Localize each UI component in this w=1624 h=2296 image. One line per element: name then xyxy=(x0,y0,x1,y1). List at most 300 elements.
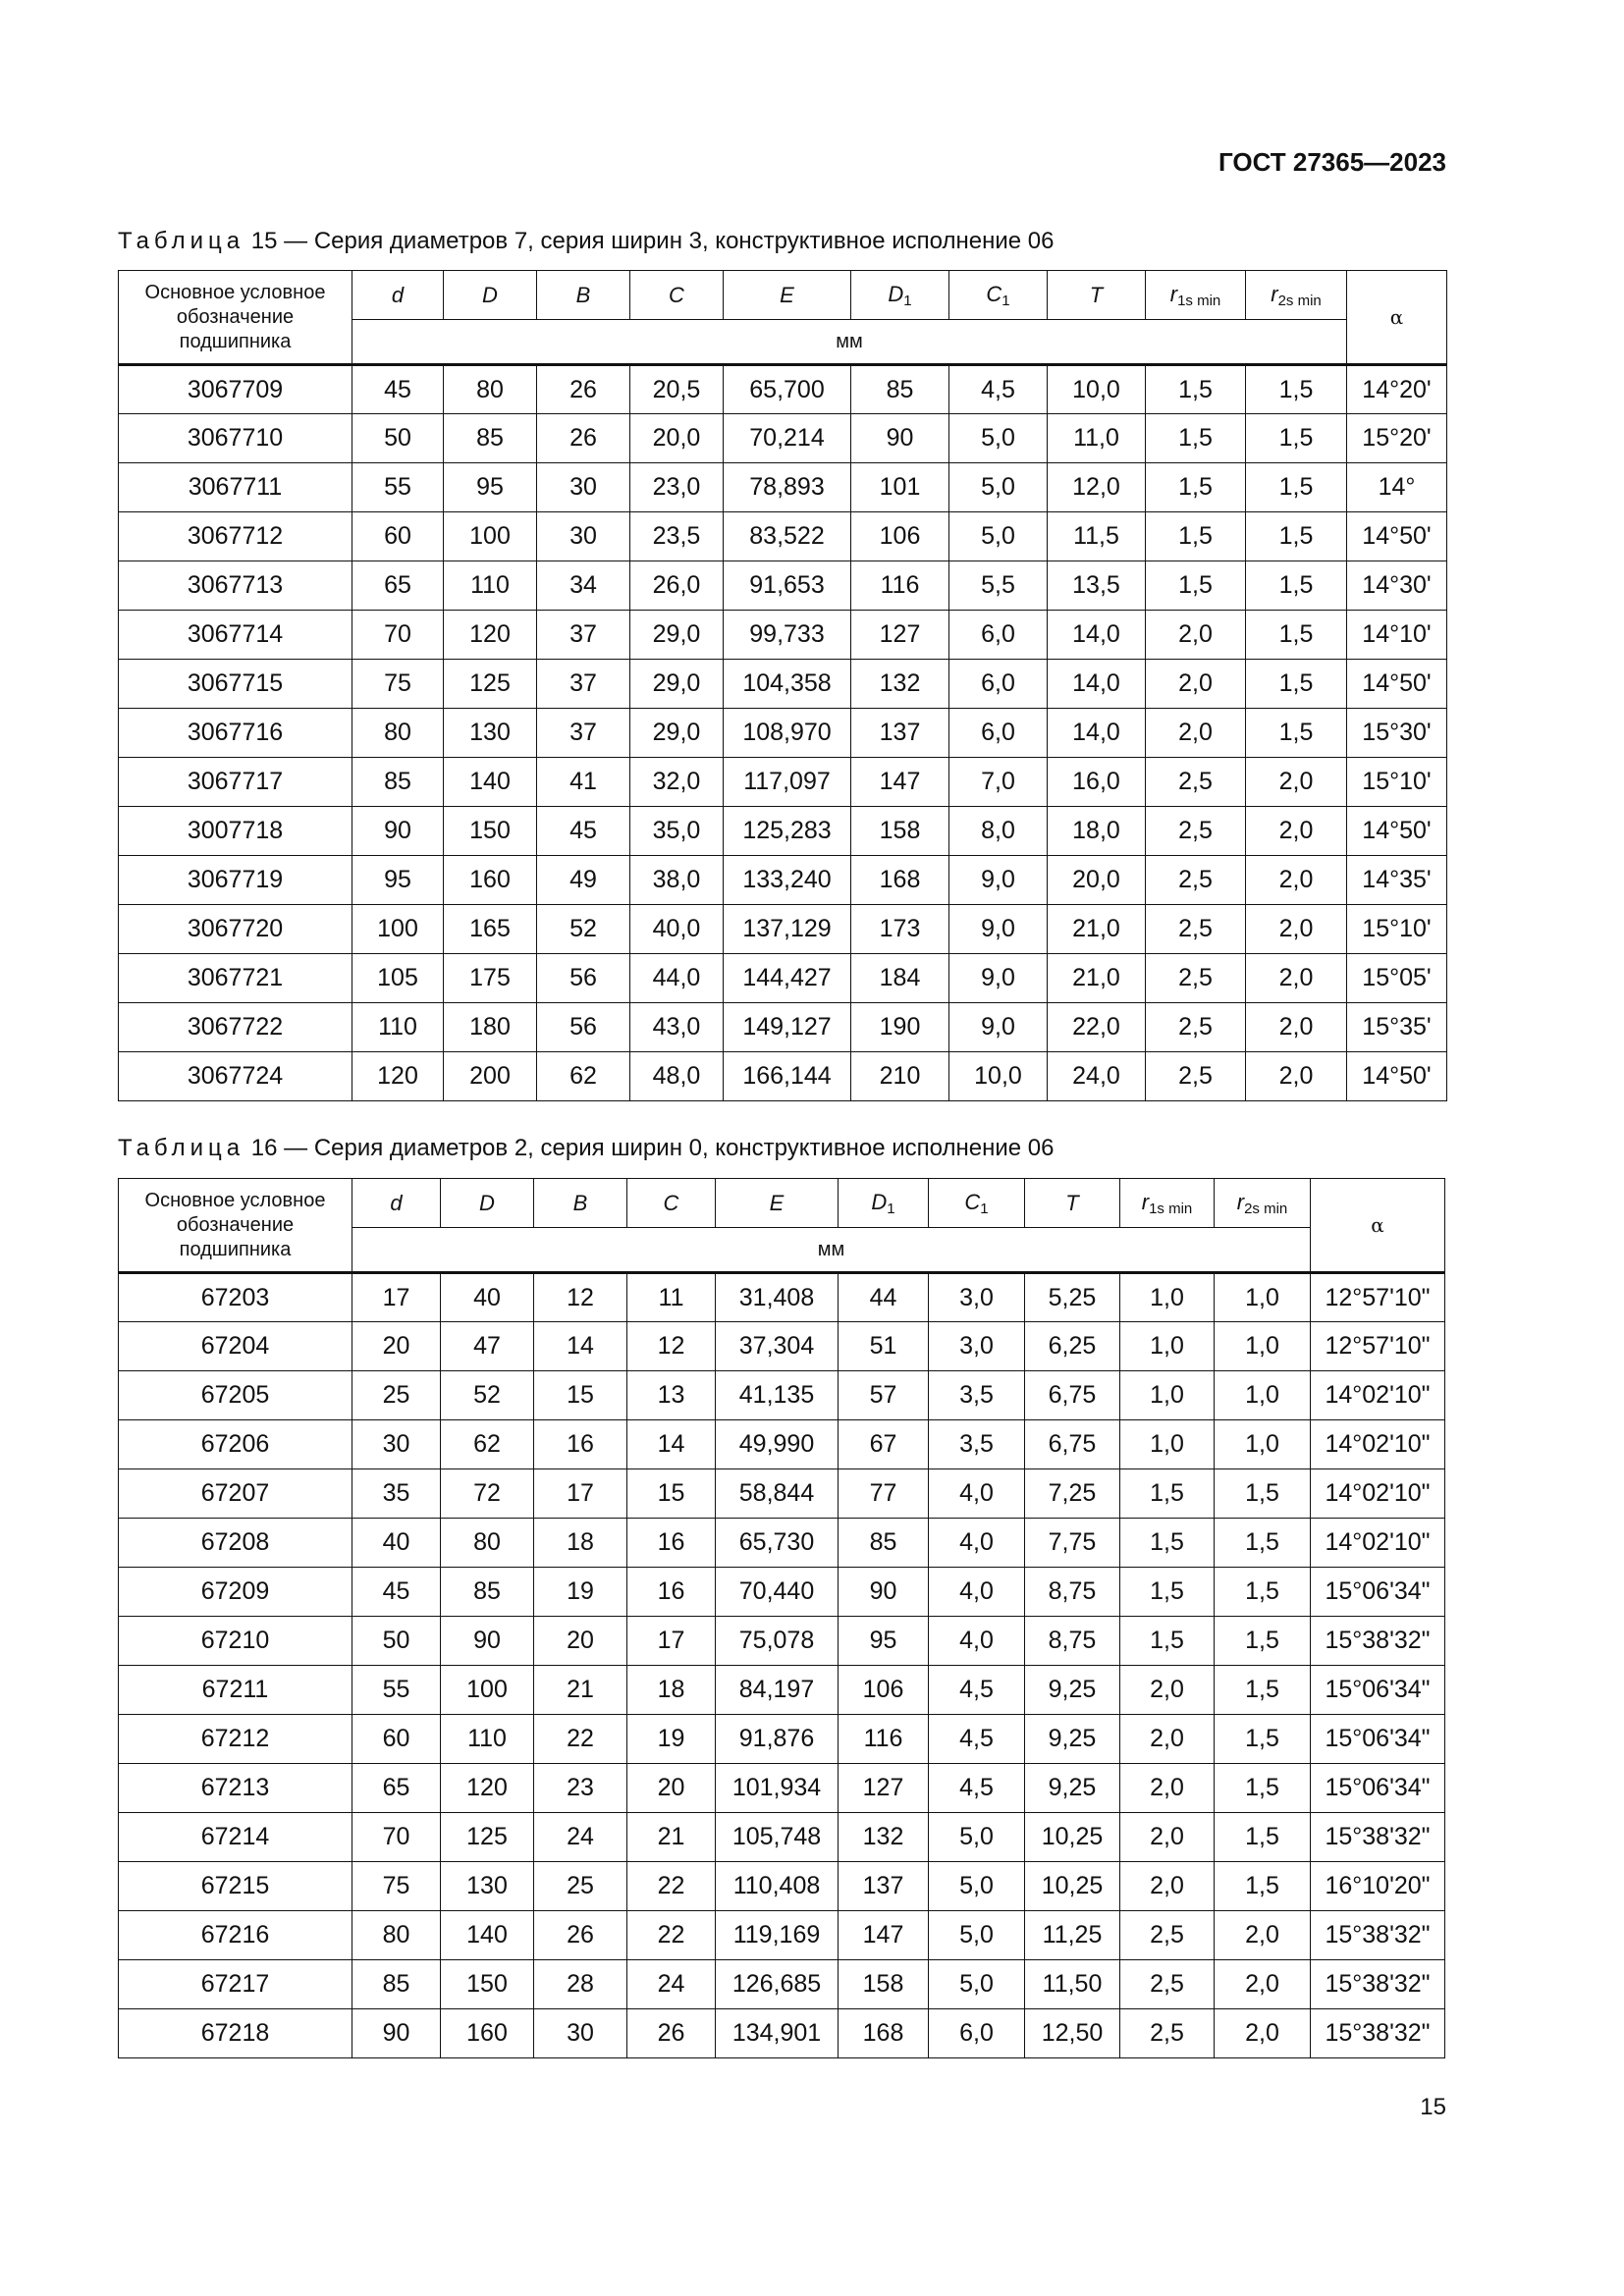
table-cell: 1,5 xyxy=(1215,1617,1311,1666)
table-row xyxy=(119,611,1447,660)
table-cell: 6,25 xyxy=(1025,1322,1120,1371)
table-cell: 40 xyxy=(352,1519,441,1568)
table-cell: 15°38'32" xyxy=(1311,1617,1445,1666)
table-cell: 7,75 xyxy=(1025,1519,1120,1568)
table-cell: 116 xyxy=(851,561,949,611)
table-cell: 2,0 xyxy=(1146,611,1246,660)
table-cell: 147 xyxy=(851,758,949,807)
table-cell: 125 xyxy=(441,1813,534,1862)
table-cell: 14°02'10" xyxy=(1311,1420,1445,1469)
table-cell: 2,0 xyxy=(1246,1003,1347,1052)
table16-unit-label: мм xyxy=(352,1228,1311,1273)
table-cell: 7,0 xyxy=(949,758,1048,807)
table-cell: 120 xyxy=(352,1052,444,1101)
table-row xyxy=(119,1469,1445,1519)
table-cell: 2,5 xyxy=(1120,2009,1215,2058)
table-cell: 1,0 xyxy=(1215,1420,1311,1469)
table-cell: 45 xyxy=(537,807,630,856)
table-cell: 15°38'32" xyxy=(1311,1813,1445,1862)
table-cell: 13,5 xyxy=(1048,561,1146,611)
table16-col-d: d xyxy=(352,1179,441,1228)
table-cell: 168 xyxy=(839,2009,929,2058)
table-cell: 2,0 xyxy=(1120,1813,1215,1862)
table-row xyxy=(119,1420,1445,1469)
table-cell: 37 xyxy=(537,709,630,758)
table-cell: 1,5 xyxy=(1146,365,1246,414)
table-cell: 11 xyxy=(627,1273,716,1322)
table-cell: 105,748 xyxy=(716,1813,839,1862)
table16-col-C1: $C_1$ xyxy=(929,1179,1025,1228)
table-row xyxy=(119,1960,1445,2009)
table-cell: 21 xyxy=(627,1813,716,1862)
table-cell: 1,5 xyxy=(1146,414,1246,463)
table-cell: 5,0 xyxy=(929,1911,1025,1960)
designation-cell: 67209 xyxy=(119,1568,352,1617)
table-cell: 14,0 xyxy=(1048,709,1146,758)
table-cell: 62 xyxy=(537,1052,630,1101)
table-cell: 35,0 xyxy=(630,807,724,856)
table-cell: 41 xyxy=(537,758,630,807)
designation-cell: 67204 xyxy=(119,1322,352,1371)
table-cell: 2,0 xyxy=(1146,709,1246,758)
table-cell: 1,0 xyxy=(1120,1322,1215,1371)
table-cell: 30 xyxy=(537,512,630,561)
table-cell: 2,0 xyxy=(1215,1911,1311,1960)
table-cell: 2,5 xyxy=(1120,1960,1215,2009)
designation-cell: 67218 xyxy=(119,2009,352,2058)
table-cell: 26,0 xyxy=(630,561,724,611)
table-cell: 119,169 xyxy=(716,1911,839,1960)
table-cell: 110 xyxy=(352,1003,444,1052)
table-row xyxy=(119,1862,1445,1911)
table-cell: 1,5 xyxy=(1246,512,1347,561)
table-cell: 1,5 xyxy=(1246,463,1347,512)
table-cell: 25 xyxy=(352,1371,441,1420)
table-cell: 9,0 xyxy=(949,1003,1048,1052)
table-cell: 47 xyxy=(441,1322,534,1371)
table-cell: 125,283 xyxy=(724,807,851,856)
table-cell: 2,0 xyxy=(1246,758,1347,807)
table-cell: 190 xyxy=(851,1003,949,1052)
table-cell: 1,0 xyxy=(1120,1273,1215,1322)
table-cell: 4,0 xyxy=(929,1519,1025,1568)
table-cell: 19 xyxy=(627,1715,716,1764)
table-cell: 3,0 xyxy=(929,1273,1025,1322)
table-cell: 140 xyxy=(441,1911,534,1960)
table-cell: 1,5 xyxy=(1246,709,1347,758)
table-cell: 14°10' xyxy=(1347,611,1447,660)
designation-cell: 67203 xyxy=(119,1273,352,1322)
table-cell: 10,0 xyxy=(1048,365,1146,414)
table-cell: 3,0 xyxy=(929,1322,1025,1371)
table-cell: 15°20' xyxy=(1347,414,1447,463)
table-cell: 100 xyxy=(441,1666,534,1715)
table16-col-E: E xyxy=(716,1179,839,1228)
table-cell: 75,078 xyxy=(716,1617,839,1666)
table-cell: 132 xyxy=(839,1813,929,1862)
table-cell: 2,0 xyxy=(1246,1052,1347,1101)
table-cell: 5,0 xyxy=(949,512,1048,561)
table16-header-row xyxy=(119,1179,1445,1228)
table-cell: 15°30' xyxy=(1347,709,1447,758)
table-row xyxy=(119,1003,1447,1052)
table-cell: 160 xyxy=(441,2009,534,2058)
table-cell: 11,50 xyxy=(1025,1960,1120,2009)
table-cell: 95 xyxy=(444,463,537,512)
table-cell: 22,0 xyxy=(1048,1003,1146,1052)
table-cell: 14°50' xyxy=(1347,660,1447,709)
table-cell: 22 xyxy=(534,1715,627,1764)
designation-cell: 3067720 xyxy=(119,905,352,954)
table-cell: 2,0 xyxy=(1120,1764,1215,1813)
table-cell: 50 xyxy=(352,1617,441,1666)
table-row xyxy=(119,758,1447,807)
table-cell: 127 xyxy=(851,611,949,660)
table-cell: 2,0 xyxy=(1246,856,1347,905)
table-cell: 24 xyxy=(534,1813,627,1862)
table-cell: 15 xyxy=(627,1469,716,1519)
table-row xyxy=(119,1322,1445,1371)
table-row xyxy=(119,414,1447,463)
table-cell: 16°10'20" xyxy=(1311,1862,1445,1911)
table-cell: 110 xyxy=(444,561,537,611)
table-cell: 80 xyxy=(352,1911,441,1960)
table-cell: 20,0 xyxy=(1048,856,1146,905)
table-cell: 200 xyxy=(444,1052,537,1101)
designation-cell: 67215 xyxy=(119,1862,352,1911)
table16-caption-word: Таблица xyxy=(118,1135,245,1161)
table-cell: 9,0 xyxy=(949,856,1048,905)
table-cell: 34 xyxy=(537,561,630,611)
table-cell: 1,5 xyxy=(1215,1715,1311,1764)
table-cell: 2,0 xyxy=(1146,660,1246,709)
table-cell: 14,0 xyxy=(1048,660,1146,709)
table-cell: 29,0 xyxy=(630,660,724,709)
table-row xyxy=(119,1617,1445,1666)
table-cell: 165 xyxy=(444,905,537,954)
table-cell: 1,5 xyxy=(1215,1568,1311,1617)
designation-cell: 67212 xyxy=(119,1715,352,1764)
table-cell: 144,427 xyxy=(724,954,851,1003)
table-row xyxy=(119,709,1447,758)
document-header: ГОСТ 27365—2023 xyxy=(1218,147,1446,177)
designation-cell: 67211 xyxy=(119,1666,352,1715)
designation-cell: 67207 xyxy=(119,1469,352,1519)
table-cell: 110,408 xyxy=(716,1862,839,1911)
table-row xyxy=(119,1813,1445,1862)
designation-cell: 3067712 xyxy=(119,512,352,561)
table16-col-T: T xyxy=(1025,1179,1120,1228)
table-cell: 40,0 xyxy=(630,905,724,954)
table-cell: 168 xyxy=(851,856,949,905)
table-cell: 5,0 xyxy=(929,1813,1025,1862)
table-row xyxy=(119,1764,1445,1813)
table16-body xyxy=(119,1273,1445,2058)
table-cell: 60 xyxy=(352,512,444,561)
table-cell: 2,5 xyxy=(1146,856,1246,905)
table-cell: 78,893 xyxy=(724,463,851,512)
table-cell: 20 xyxy=(534,1617,627,1666)
table-cell: 95 xyxy=(352,856,444,905)
table-cell: 45 xyxy=(352,1568,441,1617)
designation-cell: 67205 xyxy=(119,1371,352,1420)
table-cell: 23,0 xyxy=(630,463,724,512)
designation-cell: 3067709 xyxy=(119,365,352,414)
table-cell: 10,0 xyxy=(949,1052,1048,1101)
table-cell: 14°20' xyxy=(1347,365,1447,414)
table-cell: 5,0 xyxy=(949,463,1048,512)
table-cell: 9,25 xyxy=(1025,1764,1120,1813)
table-cell: 1,0 xyxy=(1120,1371,1215,1420)
table-cell: 1,5 xyxy=(1246,561,1347,611)
table-cell: 40 xyxy=(441,1273,534,1322)
table-cell: 32,0 xyxy=(630,758,724,807)
table-cell: 18,0 xyxy=(1048,807,1146,856)
table-cell: 65 xyxy=(352,1764,441,1813)
designation-cell: 67214 xyxy=(119,1813,352,1862)
table-cell: 17 xyxy=(534,1469,627,1519)
designation-cell: 3067722 xyxy=(119,1003,352,1052)
table-cell: 90 xyxy=(352,2009,441,2058)
table-cell: 35 xyxy=(352,1469,441,1519)
table-cell: 31,408 xyxy=(716,1273,839,1322)
table15-caption xyxy=(118,228,1054,255)
table-cell: 140 xyxy=(444,758,537,807)
table-cell: 15°38'32" xyxy=(1311,1911,1445,1960)
table16 xyxy=(118,1178,1445,2058)
table16-col-D1: $D_1$ xyxy=(839,1179,929,1228)
designation-cell: 67210 xyxy=(119,1617,352,1666)
table-cell: 12°57'10" xyxy=(1311,1273,1445,1322)
table-cell: 1,5 xyxy=(1120,1568,1215,1617)
table-row xyxy=(119,660,1447,709)
table-cell: 100 xyxy=(352,905,444,954)
table-cell: 15°38'32" xyxy=(1311,2009,1445,2058)
table-cell: 17 xyxy=(627,1617,716,1666)
table-cell: 15°10' xyxy=(1347,758,1447,807)
table15-col-C1: $C_1$ xyxy=(949,271,1048,320)
table-cell: 4,0 xyxy=(929,1617,1025,1666)
table-cell: 104,358 xyxy=(724,660,851,709)
table-cell: 3,5 xyxy=(929,1420,1025,1469)
table15-col-d: d xyxy=(352,271,444,320)
table-cell: 14°30' xyxy=(1347,561,1447,611)
designation-cell: 3067711 xyxy=(119,463,352,512)
table-cell: 70,214 xyxy=(724,414,851,463)
table16-col-C: C xyxy=(627,1179,716,1228)
table-cell: 26 xyxy=(627,2009,716,2058)
table-cell: 4,5 xyxy=(929,1666,1025,1715)
table-cell: 18 xyxy=(627,1666,716,1715)
table-cell: 52 xyxy=(441,1371,534,1420)
table-cell: 1,5 xyxy=(1215,1764,1311,1813)
table-cell: 70 xyxy=(352,611,444,660)
table-cell: 24 xyxy=(627,1960,716,2009)
table-cell: 133,240 xyxy=(724,856,851,905)
designation-cell: 67206 xyxy=(119,1420,352,1469)
table-cell: 6,75 xyxy=(1025,1420,1120,1469)
table-cell: 158 xyxy=(851,807,949,856)
table-cell: 65 xyxy=(352,561,444,611)
table-cell: 90 xyxy=(851,414,949,463)
table-cell: 15°35' xyxy=(1347,1003,1447,1052)
table15-col-B: B xyxy=(537,271,630,320)
table-cell: 2,0 xyxy=(1120,1666,1215,1715)
table-cell: 166,144 xyxy=(724,1052,851,1101)
table-cell: 11,25 xyxy=(1025,1911,1120,1960)
table15-body xyxy=(119,365,1447,1101)
table-cell: 116 xyxy=(839,1715,929,1764)
table-cell: 6,0 xyxy=(929,2009,1025,2058)
table-cell: 14°50' xyxy=(1347,1052,1447,1101)
table-cell: 22 xyxy=(627,1911,716,1960)
table15-col-alpha: α xyxy=(1347,271,1447,365)
table-cell: 108,970 xyxy=(724,709,851,758)
table-cell: 14 xyxy=(627,1420,716,1469)
table-cell: 1,5 xyxy=(1120,1469,1215,1519)
table-cell: 91,876 xyxy=(716,1715,839,1764)
table-cell: 13 xyxy=(627,1371,716,1420)
table-cell: 21,0 xyxy=(1048,954,1146,1003)
table-cell: 12 xyxy=(534,1273,627,1322)
table-cell: 130 xyxy=(444,709,537,758)
table-cell: 56 xyxy=(537,954,630,1003)
table-row xyxy=(119,1273,1445,1322)
table-cell: 184 xyxy=(851,954,949,1003)
table-cell: 24,0 xyxy=(1048,1052,1146,1101)
table15-designation-header: Основное условное обозначение подшипника xyxy=(119,271,352,365)
table-cell: 65,700 xyxy=(724,365,851,414)
table-cell: 37,304 xyxy=(716,1322,839,1371)
table15-col-r1s: $r_{1s min}$ xyxy=(1146,271,1246,320)
table-cell: 180 xyxy=(444,1003,537,1052)
designation-cell: 3067710 xyxy=(119,414,352,463)
designation-cell: 3067719 xyxy=(119,856,352,905)
table-row xyxy=(119,463,1447,512)
table-row xyxy=(119,1911,1445,1960)
table-cell: 11,0 xyxy=(1048,414,1146,463)
table-cell: 5,25 xyxy=(1025,1273,1120,1322)
table-cell: 21 xyxy=(534,1666,627,1715)
table-cell: 18 xyxy=(534,1519,627,1568)
table-cell: 91,653 xyxy=(724,561,851,611)
table-cell: 75 xyxy=(352,1862,441,1911)
table-cell: 12,50 xyxy=(1025,2009,1120,2058)
table-cell: 20,5 xyxy=(630,365,724,414)
table-cell: 2,5 xyxy=(1146,905,1246,954)
table16-caption xyxy=(118,1135,1054,1162)
table-cell: 173 xyxy=(851,905,949,954)
table-cell: 10,25 xyxy=(1025,1862,1120,1911)
table-cell: 48,0 xyxy=(630,1052,724,1101)
table-cell: 147 xyxy=(839,1911,929,1960)
table-cell: 1,0 xyxy=(1215,1371,1311,1420)
table-cell: 14°50' xyxy=(1347,512,1447,561)
table-cell: 95 xyxy=(839,1617,929,1666)
table-cell: 19 xyxy=(534,1568,627,1617)
table-cell: 56 xyxy=(537,1003,630,1052)
table-cell: 14 xyxy=(534,1322,627,1371)
table-cell: 80 xyxy=(444,365,537,414)
table-cell: 130 xyxy=(441,1862,534,1911)
table15-col-T: T xyxy=(1048,271,1146,320)
table-cell: 12 xyxy=(627,1322,716,1371)
table-cell: 4,0 xyxy=(929,1568,1025,1617)
table-cell: 1,5 xyxy=(1146,561,1246,611)
table-cell: 137 xyxy=(851,709,949,758)
table16-col-r1s: $r_{1s min}$ xyxy=(1120,1179,1215,1228)
table15-caption-text: 15 — Серия диаметров 7, серия ширин 3, конструктивное исполнение 06 xyxy=(250,228,1055,254)
table15-unit-label: мм xyxy=(352,320,1347,365)
table-cell: 8,75 xyxy=(1025,1568,1120,1617)
table-cell: 14°50' xyxy=(1347,807,1447,856)
table-cell: 1,5 xyxy=(1215,1813,1311,1862)
table-cell: 21,0 xyxy=(1048,905,1146,954)
table-cell: 15°10' xyxy=(1347,905,1447,954)
table-cell: 58,844 xyxy=(716,1469,839,1519)
table-cell: 2,5 xyxy=(1146,1052,1246,1101)
table-cell: 9,25 xyxy=(1025,1666,1120,1715)
table-row xyxy=(119,1715,1445,1764)
designation-cell: 67216 xyxy=(119,1911,352,1960)
table-cell: 160 xyxy=(444,856,537,905)
table-cell: 6,0 xyxy=(949,660,1048,709)
table-cell: 2,0 xyxy=(1246,905,1347,954)
table-cell: 72 xyxy=(441,1469,534,1519)
table-cell: 1,5 xyxy=(1246,365,1347,414)
table-cell: 41,135 xyxy=(716,1371,839,1420)
designation-cell: 3067713 xyxy=(119,561,352,611)
table-cell: 30 xyxy=(537,463,630,512)
table-cell: 14°02'10" xyxy=(1311,1371,1445,1420)
table-cell: 1,5 xyxy=(1246,611,1347,660)
table-cell: 37 xyxy=(537,660,630,709)
table-cell: 20 xyxy=(627,1764,716,1813)
table-cell: 210 xyxy=(851,1052,949,1101)
table-cell: 1,5 xyxy=(1146,512,1246,561)
table-cell: 106 xyxy=(839,1666,929,1715)
table-cell: 23 xyxy=(534,1764,627,1813)
table-cell: 14°35' xyxy=(1347,856,1447,905)
table-cell: 1,5 xyxy=(1246,414,1347,463)
table-cell: 1,5 xyxy=(1215,1862,1311,1911)
table-cell: 14,0 xyxy=(1048,611,1146,660)
table-cell: 7,25 xyxy=(1025,1469,1120,1519)
table-cell: 90 xyxy=(839,1568,929,1617)
table15-header-row xyxy=(119,271,1447,320)
table-cell: 1,5 xyxy=(1120,1617,1215,1666)
table-cell: 16 xyxy=(627,1519,716,1568)
table-row xyxy=(119,1052,1447,1101)
table15 xyxy=(118,270,1447,1101)
table-cell: 158 xyxy=(839,1960,929,2009)
table-cell: 150 xyxy=(441,1960,534,2009)
table-cell: 30 xyxy=(534,2009,627,2058)
table-cell: 149,127 xyxy=(724,1003,851,1052)
table-cell: 3,5 xyxy=(929,1371,1025,1420)
table-cell: 125 xyxy=(444,660,537,709)
table16-col-r2s: $r_{2s min}$ xyxy=(1215,1179,1311,1228)
table-cell: 15°05' xyxy=(1347,954,1447,1003)
table-cell: 15°06'34" xyxy=(1311,1568,1445,1617)
table-cell: 90 xyxy=(441,1617,534,1666)
table-row xyxy=(119,954,1447,1003)
table-cell: 2,0 xyxy=(1120,1862,1215,1911)
table-cell: 2,0 xyxy=(1120,1715,1215,1764)
table-cell: 15°06'34" xyxy=(1311,1764,1445,1813)
table-cell: 1,5 xyxy=(1215,1469,1311,1519)
table-cell: 137,129 xyxy=(724,905,851,954)
